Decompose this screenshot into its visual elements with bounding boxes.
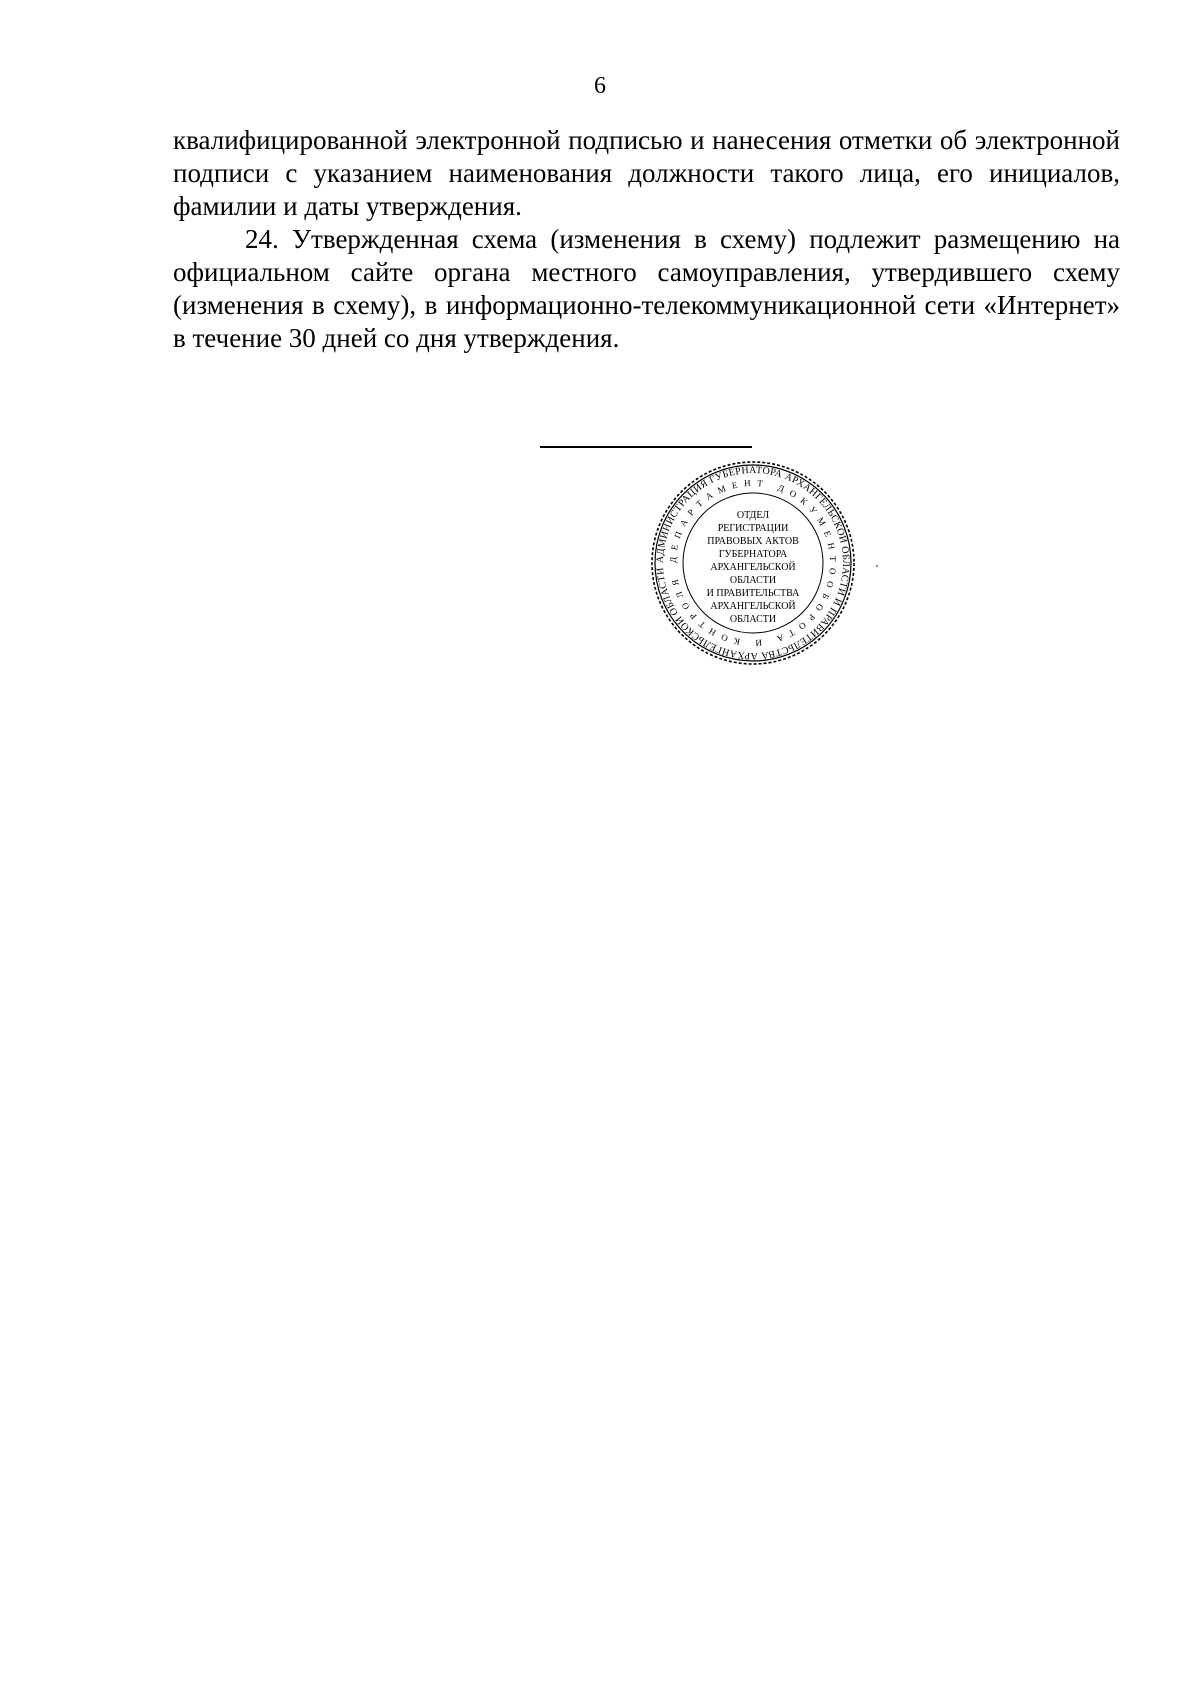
seal-outer-text: АДМИНИСТРАЦИЯ ГУБЕРНАТОРА АРХАНГЕЛЬСКОЙ ОБЛАСТИ И ПРАВИТЕЛЬСТВА АРХАНГЕЛЬСКОЙ ОБЛАСТИ (654, 464, 852, 662)
official-seal (648, 458, 858, 668)
seal-inner-text: ДЕПАРТАМЕНТ ДОКУМЕНТООБОРОТА И КОНТРОЛЯ (667, 477, 839, 649)
seal-center-line: АРХАНГЕЛЬСКОЙ (710, 562, 796, 573)
seal-center-line: РЕГИСТРАЦИИ (717, 523, 789, 534)
closing-line (540, 446, 752, 448)
seal-center-line: ПРАВОВЫХ АКТОВ (707, 536, 799, 547)
seal-center-line: АРХАНГЕЛЬСКОЙ (710, 601, 796, 612)
seal-graphic (648, 458, 858, 668)
seal-center-line: ОБЛАСТИ (729, 575, 777, 586)
scan-speck (876, 565, 878, 567)
seal-center-line: ОТДЕЛ (736, 510, 770, 521)
page-number: 6 (594, 73, 606, 99)
seal-center-line: И ПРАВИТЕЛЬСТВА (706, 588, 800, 599)
paragraph-item-24: 24. Утвержденная схема (изменения в схему) подлежит размещению на официальном сайте органа местного самоуправления, утвердившего схему (изменения в схему), в информационно-телекоммуникационной сети «Интернет» в течение 30 дней со дня утверждения. (173, 224, 1120, 353)
seal-center-line: ОБЛАСТИ (729, 614, 777, 625)
seal-center-line: ГУБЕРНАТОРА (718, 549, 788, 560)
paragraph-continuation: квалифицированной электронной подписью и нанесения отметки об электронной подписи с указанием наименования должности такого лица, его инициалов, фамилии и даты утверждения. (173, 125, 1120, 221)
document-body (173, 124, 1120, 355)
